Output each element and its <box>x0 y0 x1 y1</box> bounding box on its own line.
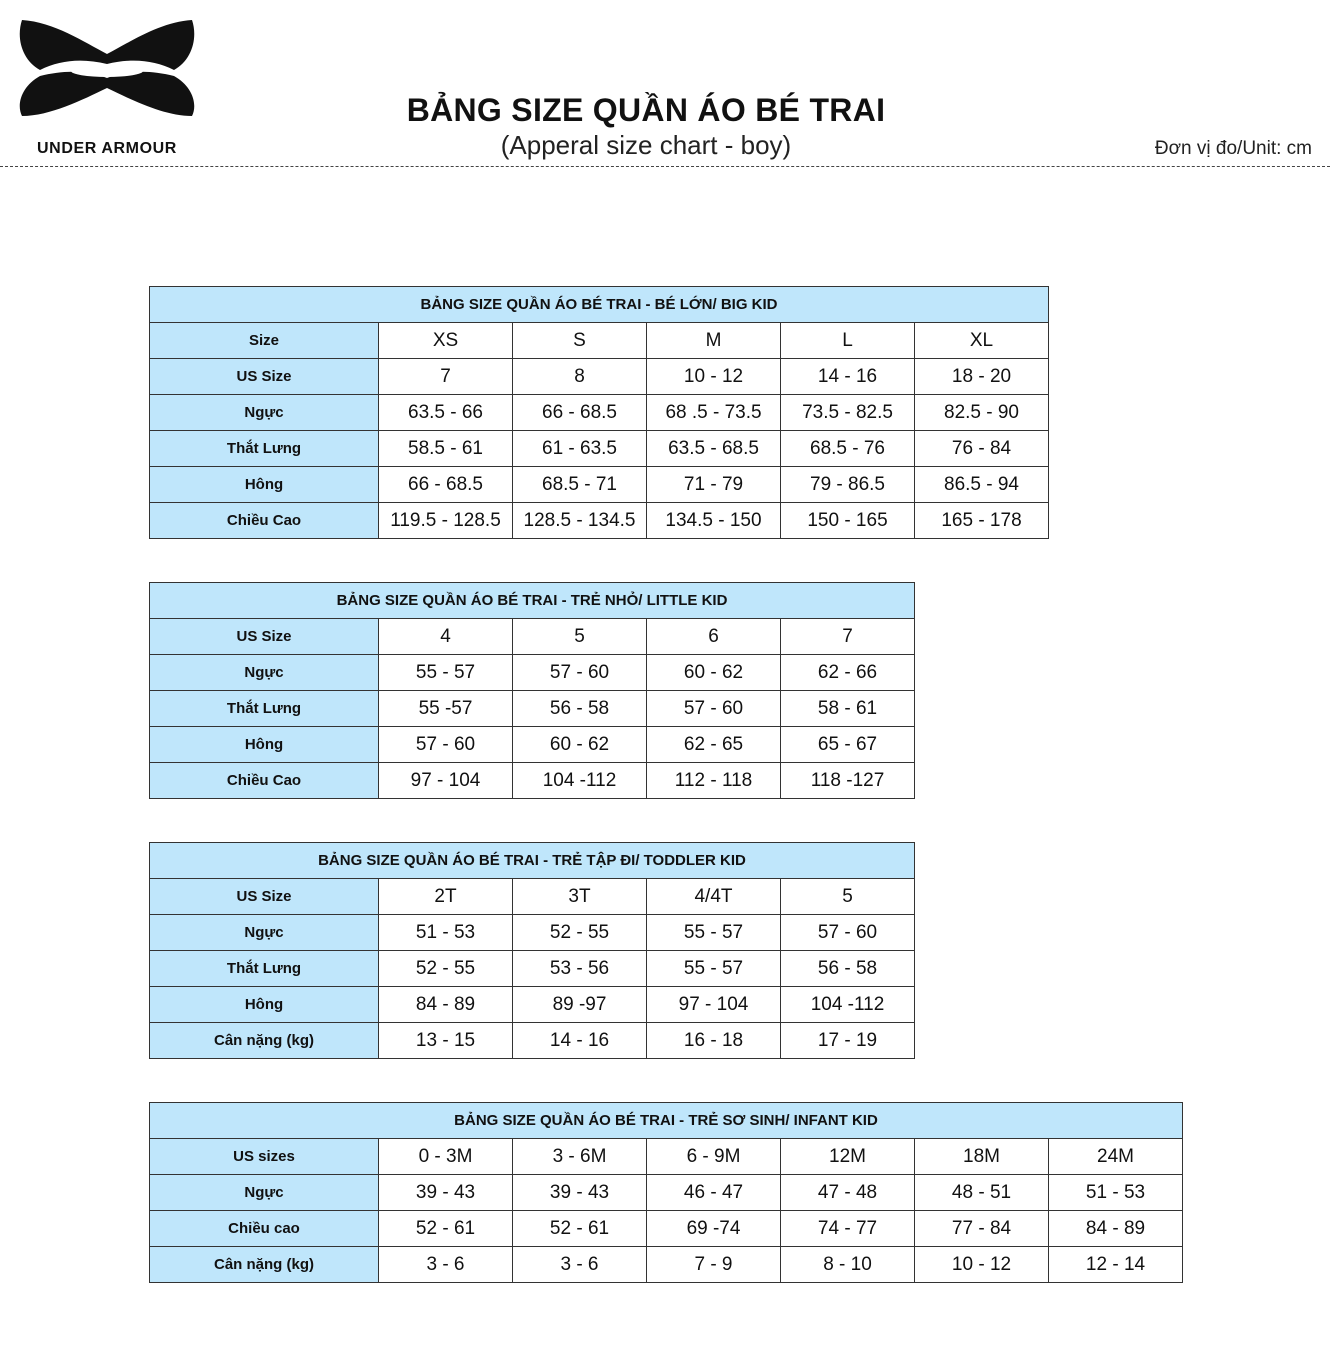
brand-name: UNDER ARMOUR <box>37 140 177 157</box>
size-table-infant-kid <box>149 1102 1183 1283</box>
row-label: Chiều cao <box>150 1211 379 1247</box>
table-caption: BẢNG SIZE QUẦN ÁO BÉ TRAI - BÉ LỚN/ BIG KID <box>150 287 1049 323</box>
table-caption-row <box>150 843 915 879</box>
row-label: US Size <box>150 359 379 395</box>
table-row <box>150 359 1049 395</box>
row-label: Ngực <box>150 1175 379 1211</box>
table-cell: 7 <box>379 359 513 395</box>
dashed-divider <box>0 166 1330 167</box>
row-label: Thắt Lưng <box>150 951 379 987</box>
table-cell: XS <box>379 323 513 359</box>
row-label: Hông <box>150 727 379 763</box>
table-row <box>150 323 1049 359</box>
table-caption: BẢNG SIZE QUẦN ÁO BÉ TRAI - TRẺ NHỎ/ LITTLE KID <box>150 583 915 619</box>
table-cell: 57 - 60 <box>379 727 513 763</box>
table-row <box>150 655 915 691</box>
table-cell: 62 - 66 <box>781 655 915 691</box>
table-cell: 76 - 84 <box>915 431 1049 467</box>
page-title: BẢNG SIZE QUẦN ÁO BÉ TRAI <box>406 92 886 128</box>
table-row <box>150 879 915 915</box>
table-cell: 39 - 43 <box>513 1175 647 1211</box>
row-label: Thắt Lưng <box>150 431 379 467</box>
table-cell: 55 - 57 <box>647 915 781 951</box>
table-cell: 57 - 60 <box>647 691 781 727</box>
table-cell: 17 - 19 <box>781 1023 915 1059</box>
table-cell: 89 -97 <box>513 987 647 1023</box>
table-cell: 69 -74 <box>647 1211 781 1247</box>
size-table-toddler-kid <box>149 842 915 1059</box>
table-cell: 5 <box>513 619 647 655</box>
table-cell: S <box>513 323 647 359</box>
row-label: Size <box>150 323 379 359</box>
row-label: Ngực <box>150 915 379 951</box>
table-cell: 84 - 89 <box>1049 1211 1183 1247</box>
table-caption: BẢNG SIZE QUẦN ÁO BÉ TRAI - TRẺ SƠ SINH/ INFANT KID <box>150 1103 1183 1139</box>
table-cell: 0 - 3M <box>379 1139 513 1175</box>
table-cell: 2T <box>379 879 513 915</box>
table-cell: 39 - 43 <box>379 1175 513 1211</box>
table-cell: 12 - 14 <box>1049 1247 1183 1283</box>
table-cell: 14 - 16 <box>513 1023 647 1059</box>
table-cell: 77 - 84 <box>915 1211 1049 1247</box>
table-row <box>150 395 1049 431</box>
table-cell: 104 -112 <box>513 763 647 799</box>
row-label: US sizes <box>150 1139 379 1175</box>
table-cell: 12M <box>781 1139 915 1175</box>
table-cell: 73.5 - 82.5 <box>781 395 915 431</box>
table-row <box>150 1139 1183 1175</box>
table-cell: 47 - 48 <box>781 1175 915 1211</box>
table-row <box>150 503 1049 539</box>
table-cell: 82.5 - 90 <box>915 395 1049 431</box>
table-cell: 8 - 10 <box>781 1247 915 1283</box>
table-cell: 58 - 61 <box>781 691 915 727</box>
row-label: Chiều Cao <box>150 763 379 799</box>
table-cell: 18M <box>915 1139 1049 1175</box>
row-label: Thắt Lưng <box>150 691 379 727</box>
table-cell: 3 - 6 <box>379 1247 513 1283</box>
row-label: Hông <box>150 987 379 1023</box>
table-cell: 10 - 12 <box>915 1247 1049 1283</box>
table-cell: L <box>781 323 915 359</box>
row-label: Chiều Cao <box>150 503 379 539</box>
row-label: Ngực <box>150 655 379 691</box>
table-cell: 51 - 53 <box>379 915 513 951</box>
row-label: US Size <box>150 619 379 655</box>
table-cell: 56 - 58 <box>781 951 915 987</box>
size-table-big-kid <box>149 286 1049 539</box>
table-cell: 3 - 6 <box>513 1247 647 1283</box>
row-label: Ngực <box>150 395 379 431</box>
row-label: Hông <box>150 467 379 503</box>
row-label: US Size <box>150 879 379 915</box>
table-cell: 61 - 63.5 <box>513 431 647 467</box>
table-cell: 97 - 104 <box>379 763 513 799</box>
table-row <box>150 1175 1183 1211</box>
table-cell: 53 - 56 <box>513 951 647 987</box>
table-row <box>150 1023 915 1059</box>
table-cell: 7 - 9 <box>647 1247 781 1283</box>
table-row <box>150 727 915 763</box>
table-cell: 24M <box>1049 1139 1183 1175</box>
table-cell: 60 - 62 <box>513 727 647 763</box>
table-cell: 48 - 51 <box>915 1175 1049 1211</box>
table-cell: 18 - 20 <box>915 359 1049 395</box>
table-cell: 58.5 - 61 <box>379 431 513 467</box>
table-row <box>150 1211 1183 1247</box>
table-cell: 112 - 118 <box>647 763 781 799</box>
table-cell: 134.5 - 150 <box>647 503 781 539</box>
table-cell: 66 - 68.5 <box>513 395 647 431</box>
table-cell: 16 - 18 <box>647 1023 781 1059</box>
table-cell: 86.5 - 94 <box>915 467 1049 503</box>
table-row <box>150 915 915 951</box>
table-cell: 60 - 62 <box>647 655 781 691</box>
table-cell: 79 - 86.5 <box>781 467 915 503</box>
table-row <box>150 763 915 799</box>
table-cell: 63.5 - 68.5 <box>647 431 781 467</box>
table-cell: 66 - 68.5 <box>379 467 513 503</box>
table-cell: 7 <box>781 619 915 655</box>
table-cell: 6 <box>647 619 781 655</box>
table-caption-row <box>150 287 1049 323</box>
table-cell: 63.5 - 66 <box>379 395 513 431</box>
table-row <box>150 691 915 727</box>
table-row <box>150 619 915 655</box>
table-caption-row <box>150 1103 1183 1139</box>
table-cell: 8 <box>513 359 647 395</box>
unit-note: Đơn vị đo/Unit: cm <box>1154 138 1312 159</box>
table-cell: 4/4T <box>647 879 781 915</box>
table-caption-row <box>150 583 915 619</box>
table-cell: 55 - 57 <box>647 951 781 987</box>
table-cell: 165 - 178 <box>915 503 1049 539</box>
row-label: Cân nặng (kg) <box>150 1023 379 1059</box>
table-cell: 52 - 61 <box>379 1211 513 1247</box>
table-cell: 55 -57 <box>379 691 513 727</box>
table-cell: 65 - 67 <box>781 727 915 763</box>
table-cell: 57 - 60 <box>513 655 647 691</box>
table-cell: 62 - 65 <box>647 727 781 763</box>
table-caption: BẢNG SIZE QUẦN ÁO BÉ TRAI - TRẺ TẬP ĐI/ TODDLER KID <box>150 843 915 879</box>
page-subtitle: (Apperal size chart - boy) <box>500 130 792 160</box>
table-cell: 52 - 61 <box>513 1211 647 1247</box>
table-cell: 150 - 165 <box>781 503 915 539</box>
table-cell: 74 - 77 <box>781 1211 915 1247</box>
table-cell: 3 - 6M <box>513 1139 647 1175</box>
table-cell: 52 - 55 <box>379 951 513 987</box>
table-cell: 3T <box>513 879 647 915</box>
table-row <box>150 467 1049 503</box>
table-cell: 5 <box>781 879 915 915</box>
table-row <box>150 987 915 1023</box>
table-cell: M <box>647 323 781 359</box>
table-cell: 104 -112 <box>781 987 915 1023</box>
table-cell: 119.5 - 128.5 <box>379 503 513 539</box>
table-cell: 14 - 16 <box>781 359 915 395</box>
table-cell: 128.5 - 134.5 <box>513 503 647 539</box>
table-cell: 13 - 15 <box>379 1023 513 1059</box>
table-cell: 68.5 - 71 <box>513 467 647 503</box>
row-label: Cân nặng (kg) <box>150 1247 379 1283</box>
table-cell: 71 - 79 <box>647 467 781 503</box>
table-cell: 97 - 104 <box>647 987 781 1023</box>
table-cell: 10 - 12 <box>647 359 781 395</box>
table-cell: 57 - 60 <box>781 915 915 951</box>
table-cell: 4 <box>379 619 513 655</box>
table-cell: 118 -127 <box>781 763 915 799</box>
table-cell: XL <box>915 323 1049 359</box>
table-cell: 46 - 47 <box>647 1175 781 1211</box>
table-row <box>150 1247 1183 1283</box>
table-row <box>150 951 915 987</box>
table-cell: 68 .5 - 73.5 <box>647 395 781 431</box>
table-cell: 52 - 55 <box>513 915 647 951</box>
size-table-little-kid <box>149 582 915 799</box>
table-cell: 56 - 58 <box>513 691 647 727</box>
table-cell: 68.5 - 76 <box>781 431 915 467</box>
table-cell: 6 - 9M <box>647 1139 781 1175</box>
table-cell: 84 - 89 <box>379 987 513 1023</box>
table-cell: 51 - 53 <box>1049 1175 1183 1211</box>
table-cell: 55 - 57 <box>379 655 513 691</box>
table-row <box>150 431 1049 467</box>
